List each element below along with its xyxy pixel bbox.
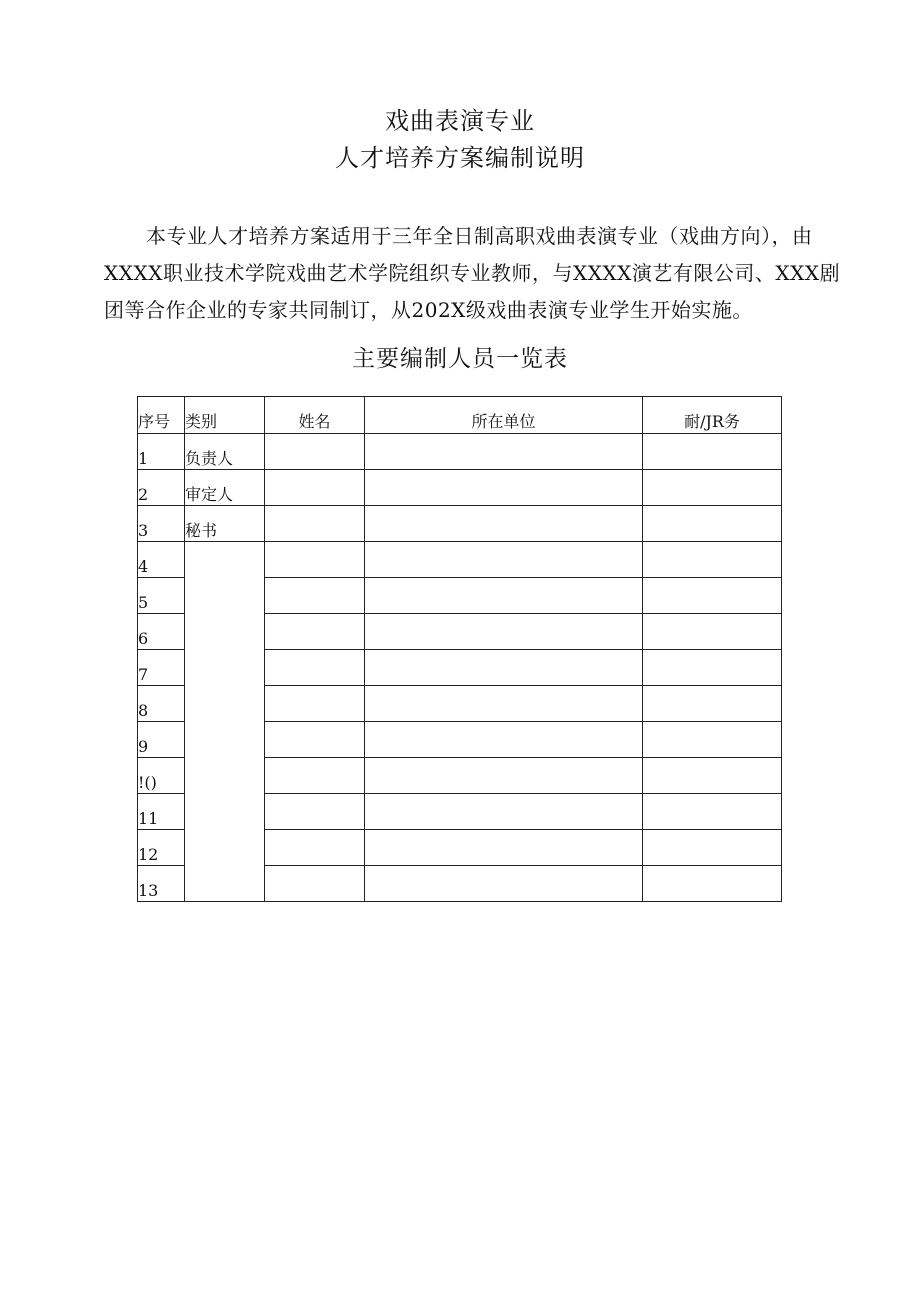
row-name-cell (265, 542, 365, 578)
row-org-cell (365, 434, 643, 470)
row-number: 12 (138, 830, 185, 866)
row-number: 6 (138, 614, 185, 650)
row-position-cell (643, 542, 782, 578)
row-name-cell (265, 434, 365, 470)
staff-table (137, 396, 782, 902)
row-name-cell (265, 578, 365, 614)
row-org-cell (365, 470, 643, 506)
row-org-cell (365, 542, 643, 578)
row-org-cell (365, 578, 643, 614)
row-name-cell (265, 758, 365, 794)
row-number: 2 (138, 470, 185, 506)
intro-paragraph: 本专业人才培养方案适用于三年全日制高职戏曲表演专业（戏曲方向），由XXXX职业技术学院戏曲艺术学院组织专业教师，与XXXX演艺有限公司、XXX剧团等合作企业的专家共同制订，从202X级戏曲表演专业学生开始实施。 (104, 224, 841, 322)
row-name-cell (265, 830, 365, 866)
row-name-cell (265, 650, 365, 686)
table-row (138, 542, 782, 578)
row-position-cell (643, 434, 782, 470)
document-title-line-1: 戏曲表演专业 (385, 107, 535, 135)
intro-section (104, 218, 844, 329)
table-body (138, 434, 782, 902)
row-org-cell (365, 614, 643, 650)
document-title-line-2: 人才培养方案编制说明 (335, 144, 585, 172)
row-position-cell (643, 686, 782, 722)
row-name-cell (265, 614, 365, 650)
row-org-cell (365, 758, 643, 794)
row-number: 9 (138, 722, 185, 758)
row-org-cell (365, 686, 643, 722)
table-title: 主要编制人员一览表 (352, 346, 568, 372)
row-name-cell (265, 866, 365, 902)
row-number: 5 (138, 578, 185, 614)
row-name-cell (265, 686, 365, 722)
row-number: 4 (138, 542, 185, 578)
row-org-cell (365, 830, 643, 866)
table-header-row (138, 397, 782, 434)
header-category: 类别 (185, 397, 265, 434)
row-org-cell (365, 722, 643, 758)
row-category-merged (185, 542, 265, 902)
row-number: !() (138, 758, 185, 794)
row-position-cell (643, 614, 782, 650)
table-row (138, 434, 782, 470)
row-position-cell (643, 866, 782, 902)
header-position: 耐/JR务 (643, 397, 782, 434)
row-name-cell (265, 470, 365, 506)
row-org-cell (365, 866, 643, 902)
row-category: 审定人 (185, 470, 265, 506)
row-position-cell (643, 506, 782, 542)
row-name-cell (265, 722, 365, 758)
row-number: 8 (138, 686, 185, 722)
table-row (138, 506, 782, 542)
row-number: 1 (138, 434, 185, 470)
row-position-cell (643, 722, 782, 758)
row-position-cell (643, 830, 782, 866)
row-position-cell (643, 794, 782, 830)
row-position-cell (643, 650, 782, 686)
row-position-cell (643, 578, 782, 614)
row-position-cell (643, 470, 782, 506)
row-name-cell (265, 794, 365, 830)
row-number: 11 (138, 794, 185, 830)
header-no: 序号 (138, 397, 185, 434)
header-name: 姓名 (265, 397, 365, 434)
row-org-cell (365, 506, 643, 542)
row-org-cell (365, 650, 643, 686)
row-category: 负责人 (185, 434, 265, 470)
row-number: 3 (138, 506, 185, 542)
row-number: 13 (138, 866, 185, 902)
row-org-cell (365, 794, 643, 830)
header-org: 所在单位 (365, 397, 643, 434)
row-position-cell (643, 758, 782, 794)
table-row (138, 470, 782, 506)
row-number: 7 (138, 650, 185, 686)
row-category: 秘书 (185, 506, 265, 542)
row-name-cell (265, 506, 365, 542)
